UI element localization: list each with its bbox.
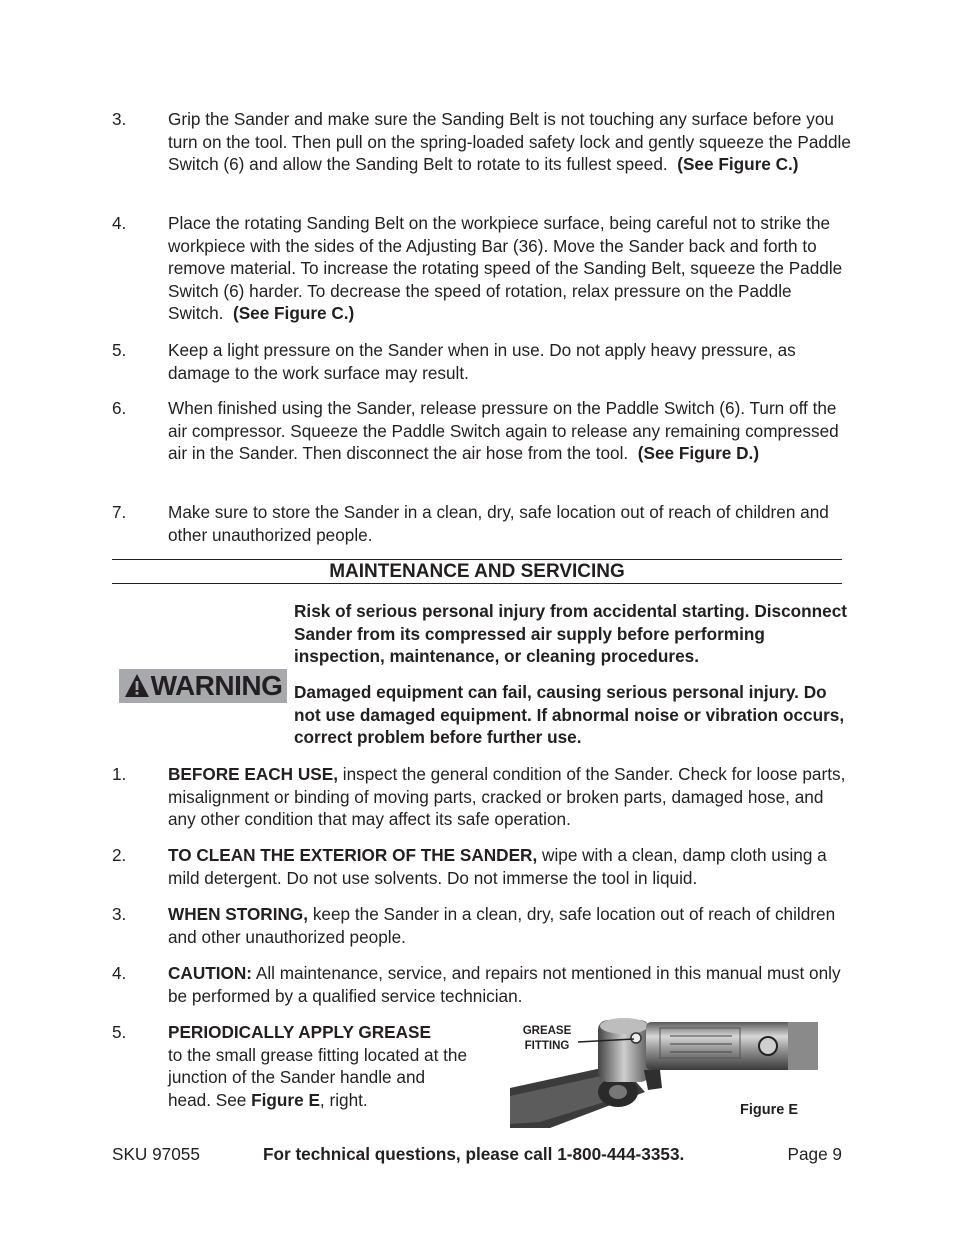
step-lead: WHEN STORING,	[168, 904, 309, 924]
maint-step-3	[112, 903, 852, 948]
warning-label: WARNING	[150, 670, 283, 701]
step-3	[112, 108, 852, 176]
step-number: 6.	[112, 398, 127, 418]
warning-text-1: Risk of serious personal injury from accidental starting. Disconnect Sander from its compressed air supply before performing inspection, maintenance, or cleaning procedures.	[294, 601, 848, 667]
step-text: Grip the Sander and make sure the Sanding Belt is not touching any surface before you turn on the tool. Then pull on the spring-loaded safety lock and gently squeeze the Paddle Switch (6) and allow the Sanding Belt to rotate to its fullest speed.	[168, 109, 851, 175]
step-text: to the small grease fitting located at the junction of the Sander handle and head. See	[168, 1044, 468, 1110]
figure-ref: (See Figure D.)	[637, 443, 760, 464]
step-lead: CAUTION:	[168, 963, 253, 983]
footer-tech-support: For technical questions, please call 1-800-444-3353.	[263, 1144, 685, 1164]
figure-ref: (See Figure C.)	[677, 154, 799, 175]
step-lead: TO CLEAN THE EXTERIOR OF THE SANDER,	[168, 845, 538, 865]
step-text: All maintenance, service, and repairs not mentioned in this manual must only be performed by a qualified service technician.	[168, 963, 841, 1006]
step-5	[112, 339, 852, 384]
maint-step-2	[112, 844, 852, 889]
step-number: 4.	[112, 213, 127, 233]
step-text: wipe with a clean, damp cloth using a mild detergent. Do not use solvents. Do not immerse the tool in liquid.	[168, 845, 827, 888]
step-lead: BEFORE EACH USE,	[168, 764, 338, 784]
footer-page-number: Page 9	[787, 1144, 842, 1164]
maint-step-1	[112, 763, 852, 831]
step-text: Make sure to store the Sander in a clean, dry, safe location out of reach of children and other unauthorized people.	[168, 502, 829, 545]
warning-text-2: Damaged equipment can fail, causing serious personal injury. Do not use damaged equipment. If abnormal noise or vibration occurs, correct problem before further use.	[294, 682, 845, 748]
step-number: 3.	[112, 109, 127, 129]
step-number: 7.	[112, 502, 127, 522]
step-text: keep the Sander in a clean, dry, safe location out of reach of children and other unauthorized people.	[168, 904, 836, 947]
step-7	[112, 501, 852, 546]
figure-ref: Figure E	[251, 1089, 320, 1110]
step-text: When finished using the Sander, release pressure on the Paddle Switch (6). Turn off the air compressor. Squeeze the Paddle Switch again to release any remaining compressed air in the Sander. Then disconnect the air hose from the tool.	[168, 398, 839, 464]
figure-ref: (See Figure C.)	[232, 303, 355, 324]
step-number: 5.	[112, 340, 127, 360]
step-6	[112, 397, 852, 465]
grease-fitting-callout: GREASE FITTING	[522, 1025, 572, 1052]
step-text: Place the rotating Sanding Belt on the workpiece surface, being careful not to strike the workpiece with the sides of the Adjusting Bar (36). Move the Sander back and forth to remove material. To increase the rotating speed of the Sanding Belt, squeeze the Paddle Switch (6) harder. To decrease the speed of rotation, relax pressure on the Paddle Switch.	[168, 213, 843, 324]
warning-triangle-icon	[124, 673, 150, 699]
step-text-tail: , right.	[319, 1089, 368, 1110]
section-rule-bottom	[112, 583, 842, 584]
step-number: 1.	[112, 764, 127, 784]
step-4	[112, 212, 852, 325]
maint-step-5	[112, 1021, 472, 1111]
step-number: 4.	[112, 963, 127, 983]
step-text: Keep a light pressure on the Sander when in use. Do not apply heavy pressure, as damage to the work surface may result.	[168, 340, 796, 383]
step-number: 3.	[112, 904, 127, 924]
step-text: inspect the general condition of the Sander. Check for loose parts, misalignment or binding of moving parts, cracked or broken parts, damaged hose, and any other condition that may affect its safe operation.	[168, 764, 846, 830]
footer-sku: SKU 97055	[112, 1144, 200, 1164]
figure-caption: Figure E	[740, 1102, 799, 1118]
section-title: MAINTENANCE AND SERVICING	[329, 561, 625, 582]
step-number: 5.	[112, 1022, 127, 1042]
step-number: 2.	[112, 845, 127, 865]
maint-step-4	[112, 962, 852, 1007]
step-lead: PERIODICALLY APPLY GREASE	[168, 1022, 431, 1042]
warning-badge	[119, 669, 287, 703]
